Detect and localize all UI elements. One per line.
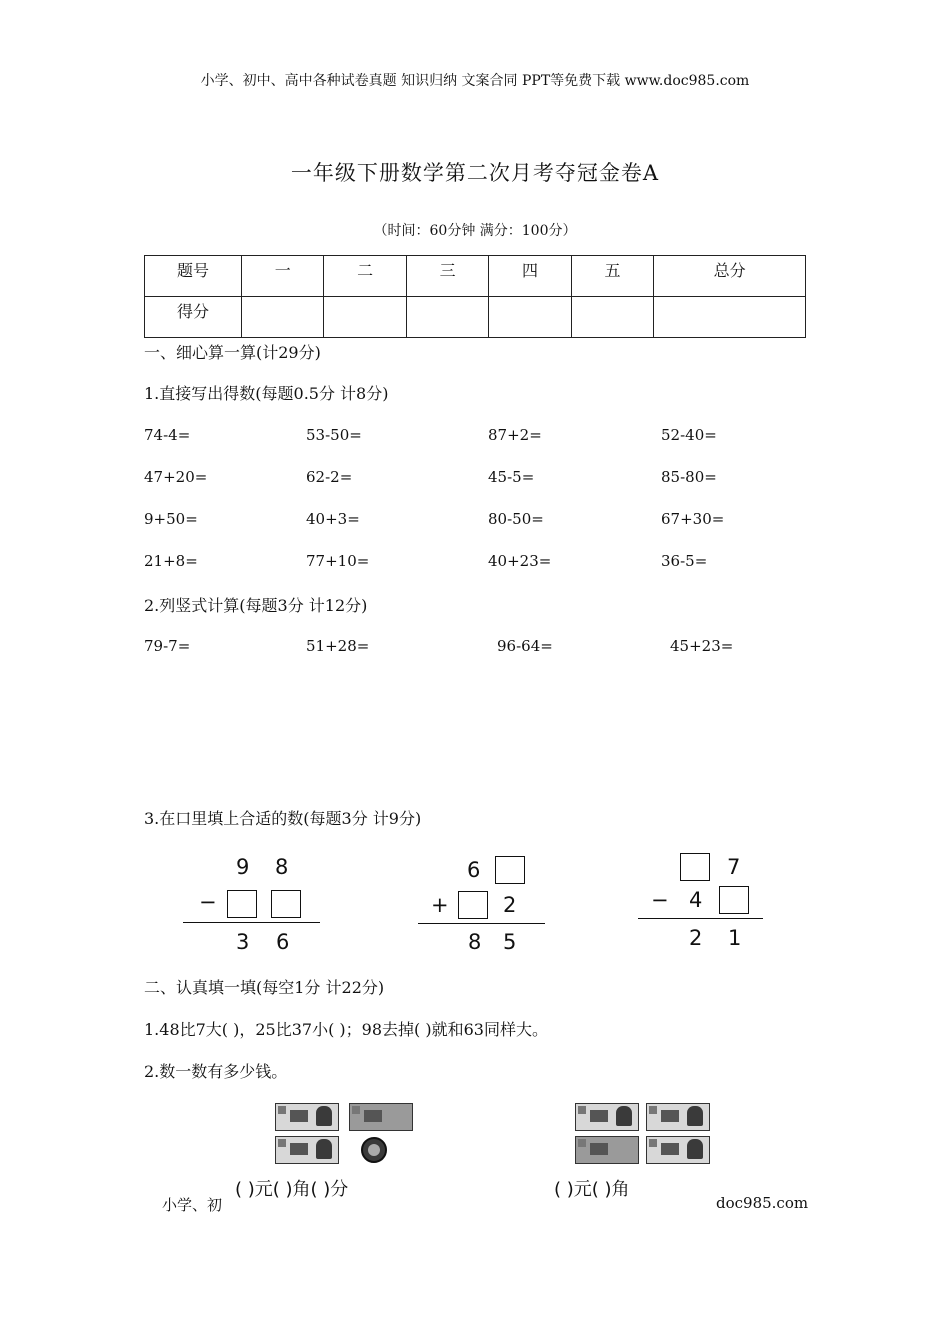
score-header-cell: 三: [406, 256, 488, 297]
coin-image: [361, 1137, 387, 1163]
digit: 5: [503, 930, 517, 954]
sum-line: [638, 918, 763, 919]
operator: −: [651, 888, 669, 912]
score-header-cell: 一: [242, 256, 324, 297]
footer-left: 小学、初: [162, 1196, 223, 1214]
banknote-image: [646, 1103, 710, 1131]
q2-heading: 2.列竖式计算(每题3分 计12分): [144, 596, 368, 615]
vertical-calc-item: 79-7=: [144, 637, 191, 655]
calc-item: 53-50=: [306, 426, 362, 444]
score-header-cell: 四: [489, 256, 571, 297]
score-row-label: 得分: [145, 297, 242, 338]
q3-heading: 3.在口里填上合适的数(每题3分 计9分): [144, 809, 422, 828]
banknote-image: [646, 1136, 710, 1164]
calc-item: 40+23=: [488, 552, 552, 570]
calc-item: 40+3=: [306, 510, 360, 528]
calc-item: 67+30=: [661, 510, 725, 528]
s2-q1: 1.48比7大( )，25比37小( )；98去掉( )就和63同样大。: [144, 1020, 548, 1039]
digit: 2: [503, 893, 517, 917]
score-header-cell: 题号: [145, 256, 242, 297]
calc-item: 87+2=: [488, 426, 542, 444]
score-cell[interactable]: [242, 297, 324, 338]
operator: −: [199, 890, 217, 914]
calc-item: 74-4=: [144, 426, 191, 444]
calc-item: 62-2=: [306, 468, 353, 486]
score-cell[interactable]: [489, 297, 571, 338]
operator: +: [431, 893, 449, 917]
answer-box[interactable]: [227, 890, 257, 918]
digit: 2: [689, 926, 703, 950]
footer-right: doc985.com: [716, 1194, 809, 1212]
answer-box[interactable]: [458, 891, 488, 919]
answer-box[interactable]: [271, 890, 301, 918]
sum-line: [183, 922, 320, 923]
page-header: 小学、初中、高中各种试卷真题 知识归纳 文案合同 PPT等免费下载 www.doc985.com: [200, 73, 750, 89]
digit: 3: [236, 930, 250, 954]
calc-item: 9+50=: [144, 510, 198, 528]
score-header-cell: 总分: [654, 256, 806, 297]
sum-line: [418, 923, 545, 924]
calc-item: 36-5=: [661, 552, 708, 570]
vertical-calc-item: 45+23=: [670, 637, 734, 655]
answer-box[interactable]: [719, 886, 749, 914]
money-answer-left: ( )元( )角( )分: [233, 1175, 350, 1201]
vertical-calc-item: 96-64=: [497, 637, 553, 655]
calc-item: 85-80=: [661, 468, 717, 486]
calc-item: 21+8=: [144, 552, 198, 570]
exam-title: 一年级下册数学第二次月考夺冠金卷A: [290, 161, 660, 185]
digit: 9: [236, 855, 250, 879]
digit: 8: [275, 855, 289, 879]
banknote-image: [349, 1103, 413, 1131]
banknote-image: [575, 1136, 639, 1164]
digit: 6: [467, 858, 481, 882]
calc-item: 80-50=: [488, 510, 544, 528]
digit: 4: [689, 888, 703, 912]
money-answer-right: ( )元( )角: [552, 1175, 632, 1201]
score-cell[interactable]: [324, 297, 406, 338]
score-cell[interactable]: [571, 297, 653, 338]
digit: 6: [276, 930, 290, 954]
score-header-cell: 五: [571, 256, 653, 297]
banknote-image: [275, 1136, 339, 1164]
digit: 8: [468, 930, 482, 954]
answer-box[interactable]: [680, 853, 710, 881]
score-cell[interactable]: [406, 297, 488, 338]
calc-item: 52-40=: [661, 426, 717, 444]
vertical-calc-item: 51+28=: [306, 637, 370, 655]
calc-item: 77+10=: [306, 552, 370, 570]
score-table-score-row: [145, 297, 806, 338]
s2-q2-heading: 2.数一数有多少钱。: [144, 1062, 288, 1081]
score-table-header-row: [145, 256, 806, 297]
digit: 7: [727, 855, 741, 879]
digit: 1: [728, 926, 742, 950]
exam-subtitle: （时间：60分钟 满分：100分）: [373, 223, 577, 239]
score-table: [144, 255, 806, 338]
section1-heading: 一、细心算一算(计29分): [144, 343, 321, 362]
banknote-image: [275, 1103, 339, 1131]
score-cell[interactable]: [654, 297, 806, 338]
calc-item: 45-5=: [488, 468, 535, 486]
answer-box[interactable]: [495, 856, 525, 884]
q1-heading: 1.直接写出得数(每题0.5分 计8分): [144, 384, 389, 403]
section2-heading: 二、认真填一填(每空1分 计22分): [144, 978, 385, 997]
calc-item: 47+20=: [144, 468, 208, 486]
banknote-image: [575, 1103, 639, 1131]
score-header-cell: 二: [324, 256, 406, 297]
